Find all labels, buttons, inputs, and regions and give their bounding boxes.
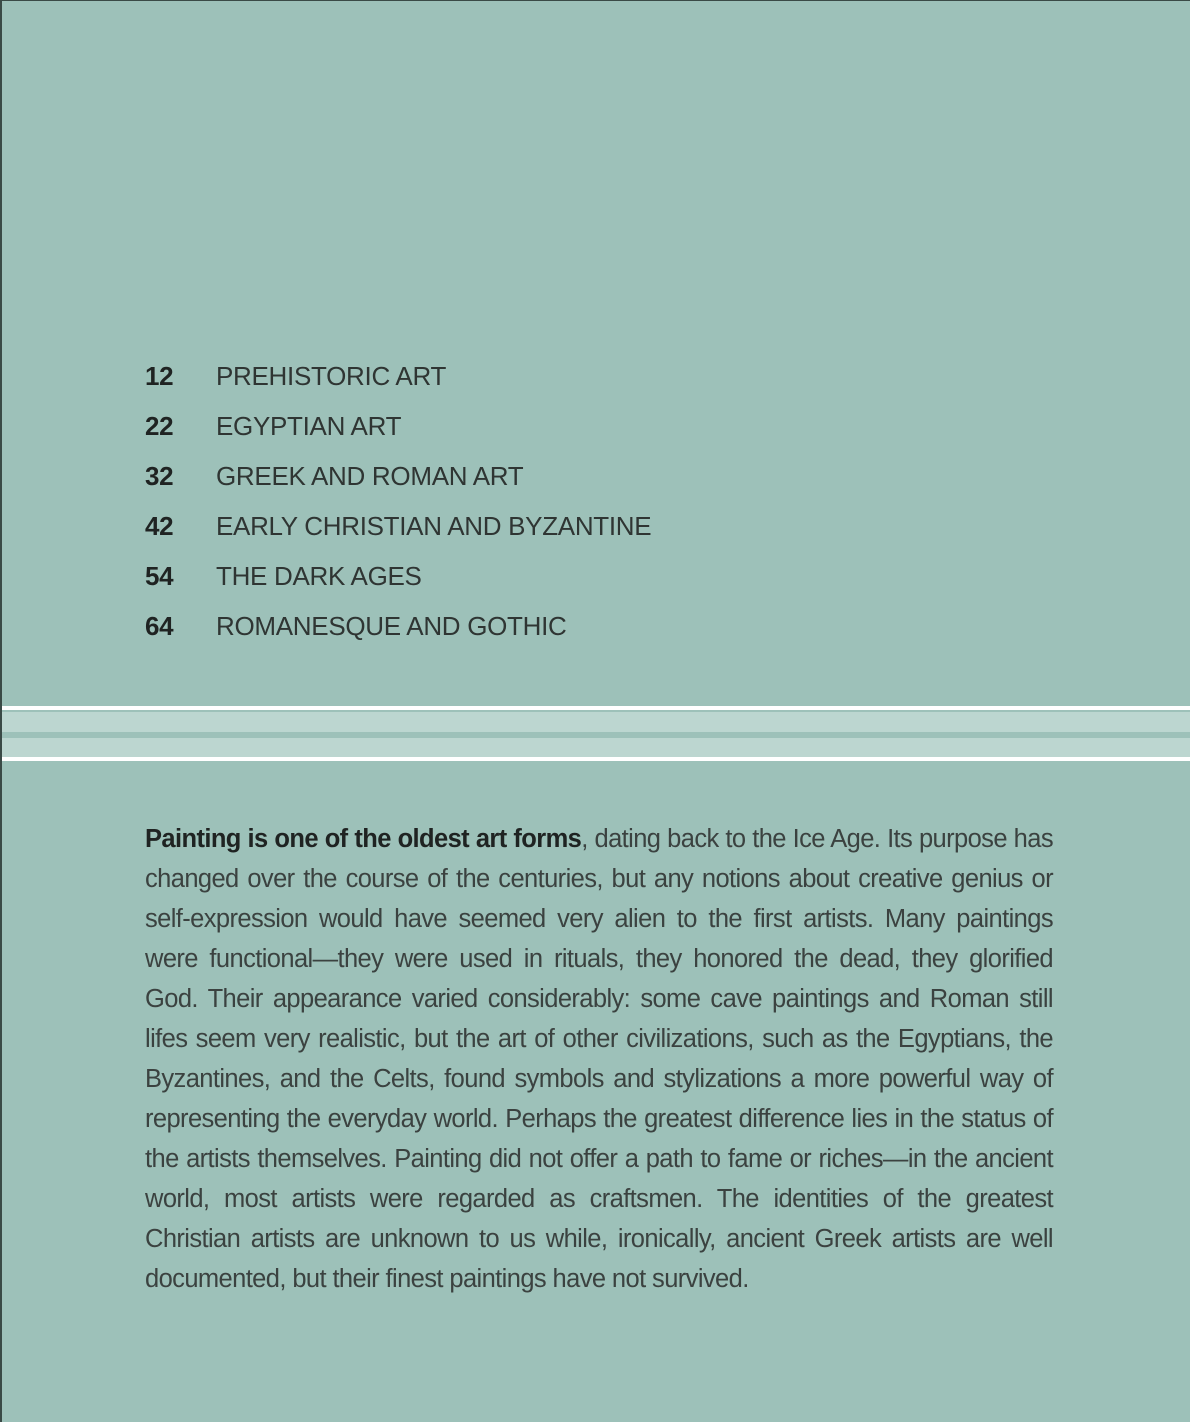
toc-title: THE DARK AGES [216, 561, 422, 591]
toc-title: EARLY CHRISTIAN AND BYZANTINE [216, 511, 652, 541]
toc-page-number: 12 [145, 361, 174, 391]
toc-page-number: 42 [145, 511, 174, 541]
toc-title: GREEK AND ROMAN ART [216, 461, 524, 491]
decorative-stripe-band [2, 706, 1190, 762]
toc-entry-romanesque-and-gothic[interactable] [145, 611, 651, 661]
stripe-divider [2, 738, 1190, 757]
toc-title: ROMANESQUE AND GOTHIC [216, 611, 567, 641]
toc-entry-greek-and-roman-art[interactable] [145, 461, 651, 511]
stripe-divider [2, 712, 1190, 732]
toc-page-number: 54 [145, 561, 174, 591]
table-of-contents [145, 361, 651, 661]
toc-entry-prehistoric-art[interactable] [145, 361, 651, 411]
toc-page-number: 64 [145, 611, 174, 641]
toc-title: EGYPTIAN ART [216, 411, 402, 441]
toc-page-number: 32 [145, 461, 174, 491]
stripe-divider [2, 706, 1190, 710]
toc-entry-early-christian-and-byzantine[interactable] [145, 511, 651, 561]
intro-body: , dating back to the Ice Age. Its purpose has changed over the course of the centuries, but any notions about creative genius or self-expression would have seemed very alien to the first artists. Many paintings were functional—they were used in rituals, they honored the dead, they glorified God. Their appearance varied considerably: some cave paintings and Roman still lifes seem very realistic, but the art of other civilizations, such as the Egyptians, the Byzantines, and the Celts, found symbols and stylizations a more powerful way of representing the everyday world. Perhaps the greatest difference lies in the status of the artists themselves. Painting did not offer a path to fame or riches—in the ancient world, most artists were regarded as craftsmen. The identities of the greatest Christian artists are unknown to us while, ironically, ancient Greek artists are well documented, but their finest paintings have not survived. [145, 825, 1053, 1293]
toc-entry-egyptian-art[interactable] [145, 411, 651, 461]
stripe-divider [2, 757, 1190, 761]
intro-lead: Painting is one of the oldest art forms [145, 825, 582, 853]
toc-title: PREHISTORIC ART [216, 361, 447, 391]
intro-paragraph [145, 819, 1053, 1299]
toc-entry-the-dark-ages[interactable] [145, 561, 651, 611]
toc-page-number: 22 [145, 411, 174, 441]
